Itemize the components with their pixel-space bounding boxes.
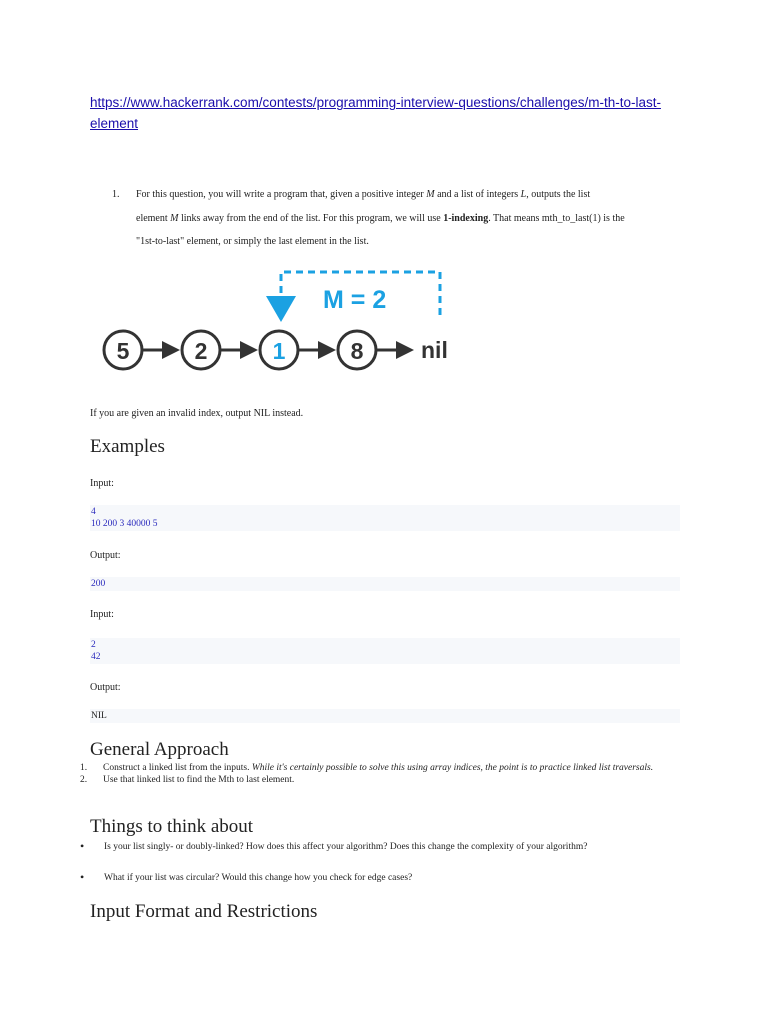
example-input-box-2 — [90, 638, 680, 664]
code-line: NIL — [91, 711, 107, 721]
things-item-2: What if your list was circular? Would this change how you check for edge cases? — [104, 873, 413, 883]
m-label: M = 2 — [323, 286, 387, 314]
arrow-3 — [298, 341, 336, 359]
input-format-heading: Input Format and Restrictions — [90, 901, 318, 922]
link-line-1[interactable]: https://www.hackerrank.com/contests/programming-interview-questions/challenges/m-th-to-last- — [90, 95, 661, 110]
things-heading: Things to think about — [90, 816, 254, 837]
approach-item-2: 2. Use that linked list to find the Mth to last element. — [80, 775, 295, 785]
code-line: 42 — [91, 652, 101, 662]
code-line: 10 200 3 40000 5 — [91, 519, 158, 529]
svg-text:8: 8 — [350, 338, 364, 364]
approach-list — [80, 762, 680, 786]
invalid-index-note: If you are given an invalid index, output NIL instead. — [90, 408, 304, 419]
challenge-link[interactable] — [90, 92, 670, 134]
things-item-1: Is your list singly- or doubly-linked? How does this affect your algorithm? Does this change the complexity of your algorithm? — [104, 842, 588, 852]
intro-line-3: "1st-to-last" element, or simply the last element in the list. — [136, 236, 369, 247]
example-input-label-2: Input: — [90, 609, 114, 620]
arrow-1 — [142, 341, 180, 359]
example-output-box-1 — [90, 577, 680, 591]
intro-line-2: element M links away from the end of the list. For this program, we will use 1-indexing. That means mth_to_last(1) is the — [136, 213, 625, 224]
example-output-label-1: Output: — [90, 550, 121, 561]
bullet-icon: • — [80, 870, 85, 884]
example-input-label-1: Input: — [90, 478, 114, 489]
arrow-2 — [220, 341, 258, 359]
svg-text:5: 5 — [116, 338, 130, 364]
approach-heading: General Approach — [90, 739, 229, 760]
code-line: 2 — [91, 640, 96, 650]
node-1 — [104, 331, 142, 369]
node-2 — [182, 331, 220, 369]
code-line: 4 — [91, 507, 96, 517]
nil-terminal: nil — [421, 337, 448, 363]
example-output-label-2: Output: — [90, 682, 121, 693]
m-arrowhead — [266, 296, 296, 322]
linked-list-diagram — [0, 260, 768, 380]
example-input-box-1 — [90, 505, 680, 531]
link-line-2[interactable]: element — [90, 116, 139, 131]
node-4 — [338, 331, 376, 369]
approach-item-1: 1. Construct a linked list from the inputs. While it's certainly possible to solve this using array indices, the point is to practice linked list traversals. — [80, 763, 654, 773]
intro-line-1: For this question, you will write a program that, given a positive integer M and a list of integers L, outputs the list — [136, 189, 591, 200]
bullet-icon: • — [80, 839, 85, 853]
node-3 — [260, 331, 298, 369]
intro-number: 1. — [112, 189, 120, 200]
code-line: 200 — [91, 579, 106, 589]
example-output-box-2 — [90, 709, 680, 723]
arrow-4 — [376, 341, 414, 359]
examples-heading: Examples — [90, 436, 165, 457]
svg-text:1: 1 — [272, 338, 286, 364]
svg-text:2: 2 — [194, 338, 208, 364]
